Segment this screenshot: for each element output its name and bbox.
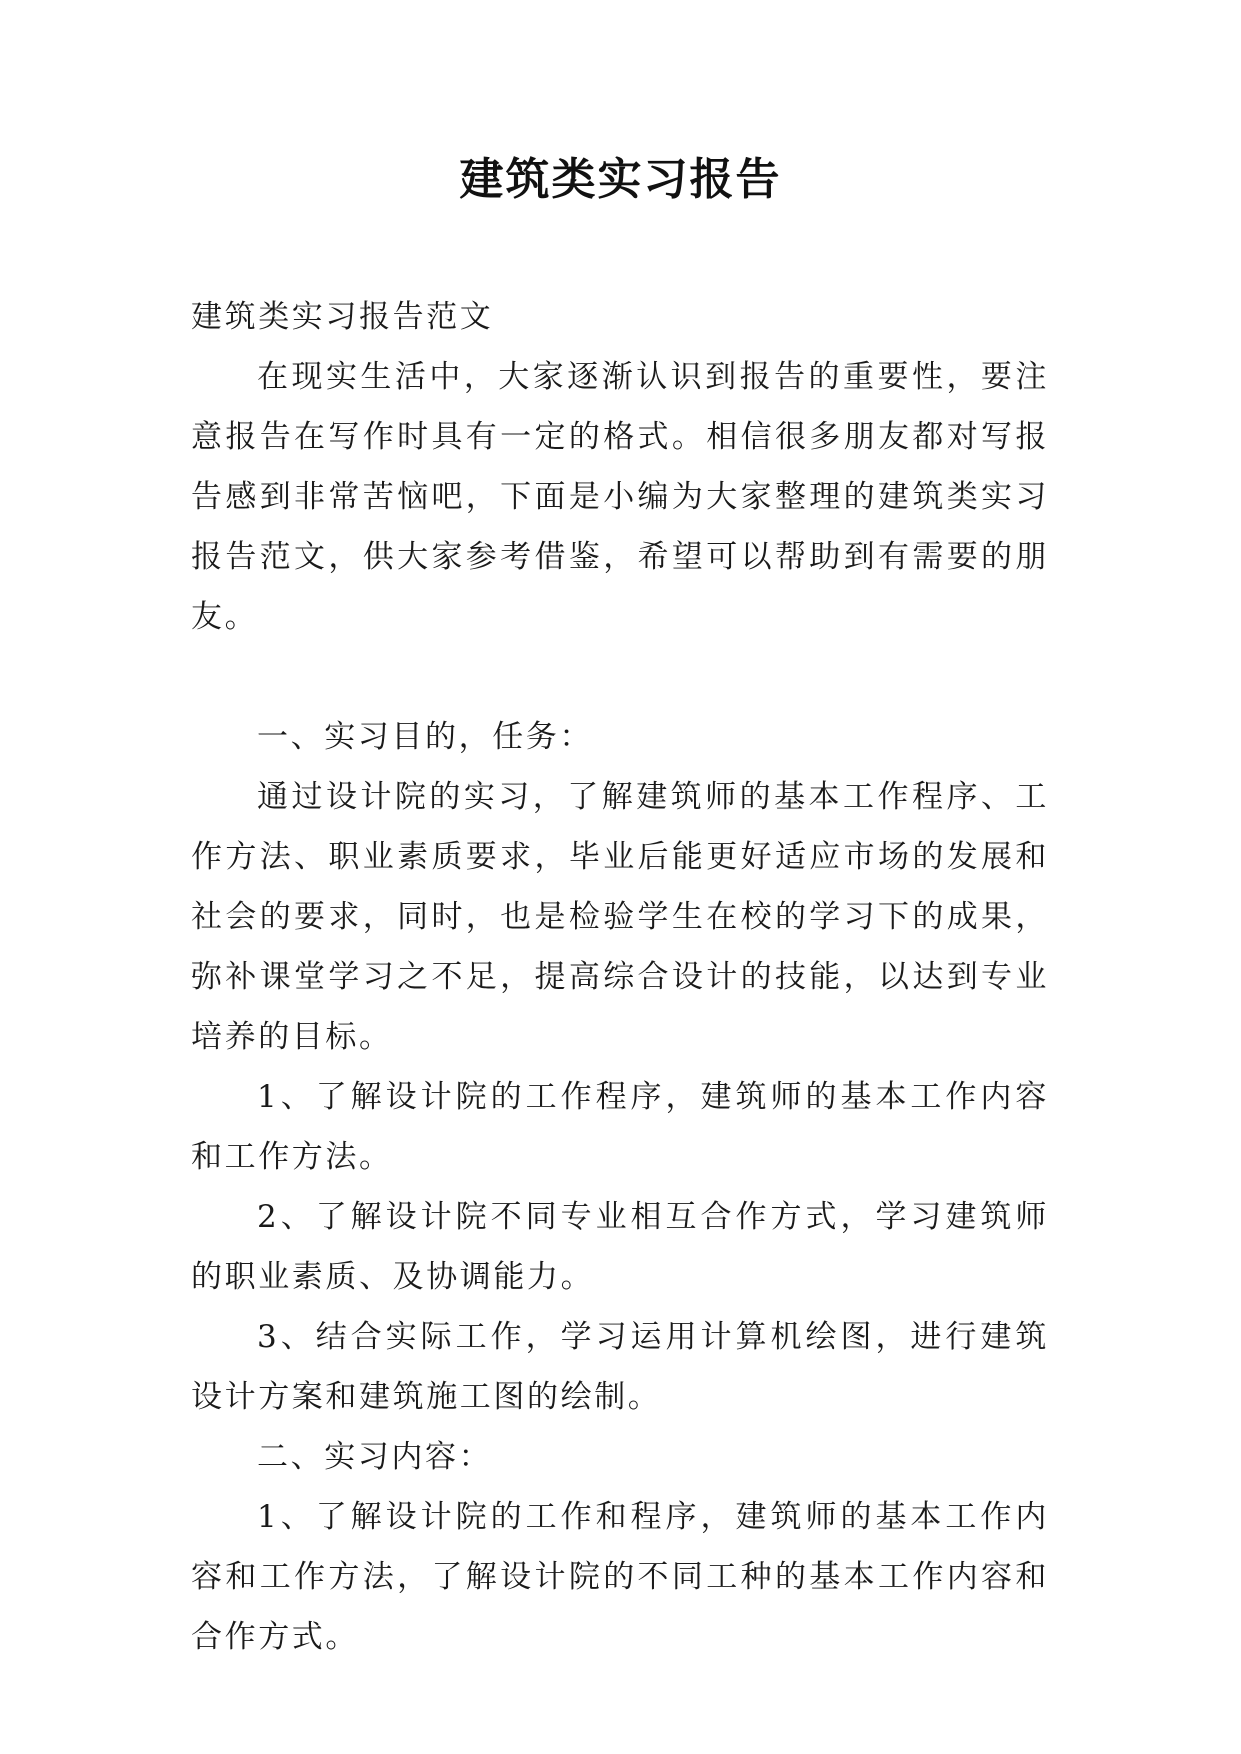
list-item-content-1: 1、了解设计院的工作和程序，建筑师的基本工作内容和工作方法，了解设计院的不同工种的基本工作内容和合作方式。 xyxy=(191,1499,1049,1655)
document-body xyxy=(191,287,1049,1667)
list-item-purpose-1: 1、了解设计院的工作程序，建筑师的基本工作内容和工作方法。 xyxy=(191,1079,1049,1175)
list-item-purpose-3: 3、结合实际工作，学习运用计算机绘图，进行建筑设计方案和建筑施工图的绘制。 xyxy=(191,1319,1049,1415)
document-title: 建筑类实习报告 xyxy=(459,154,782,205)
list-item-purpose-2: 2、了解设计院不同专业相互合作方式，学习建筑师的职业素质、及协调能力。 xyxy=(191,1199,1049,1295)
section-heading-content: 二、实习内容： xyxy=(257,1439,493,1475)
paragraph-subtitle: 建筑类实习报告范文 xyxy=(191,299,494,335)
paragraph-purpose: 通过设计院的实习，了解建筑师的基本工作程序、工作方法、职业素质要求，毕业后能更好适应市场的发展和社会的要求，同时，也是检验学生在校的学习下的成果，弥补课堂学习之不足，提高综合设计的技能，以达到专业培养的目标。 xyxy=(191,779,1049,1055)
paragraph-intro: 在现实生活中，大家逐渐认识到报告的重要性，要注意报告在写作时具有一定的格式。相信很多朋友都对写报告感到非常苦恼吧，下面是小编为大家整理的建筑类实习报告范文，供大家参考借鉴，希望可以帮助到有需要的朋友。 xyxy=(191,359,1049,635)
section-heading-purpose: 一、实习目的，任务： xyxy=(257,719,593,755)
